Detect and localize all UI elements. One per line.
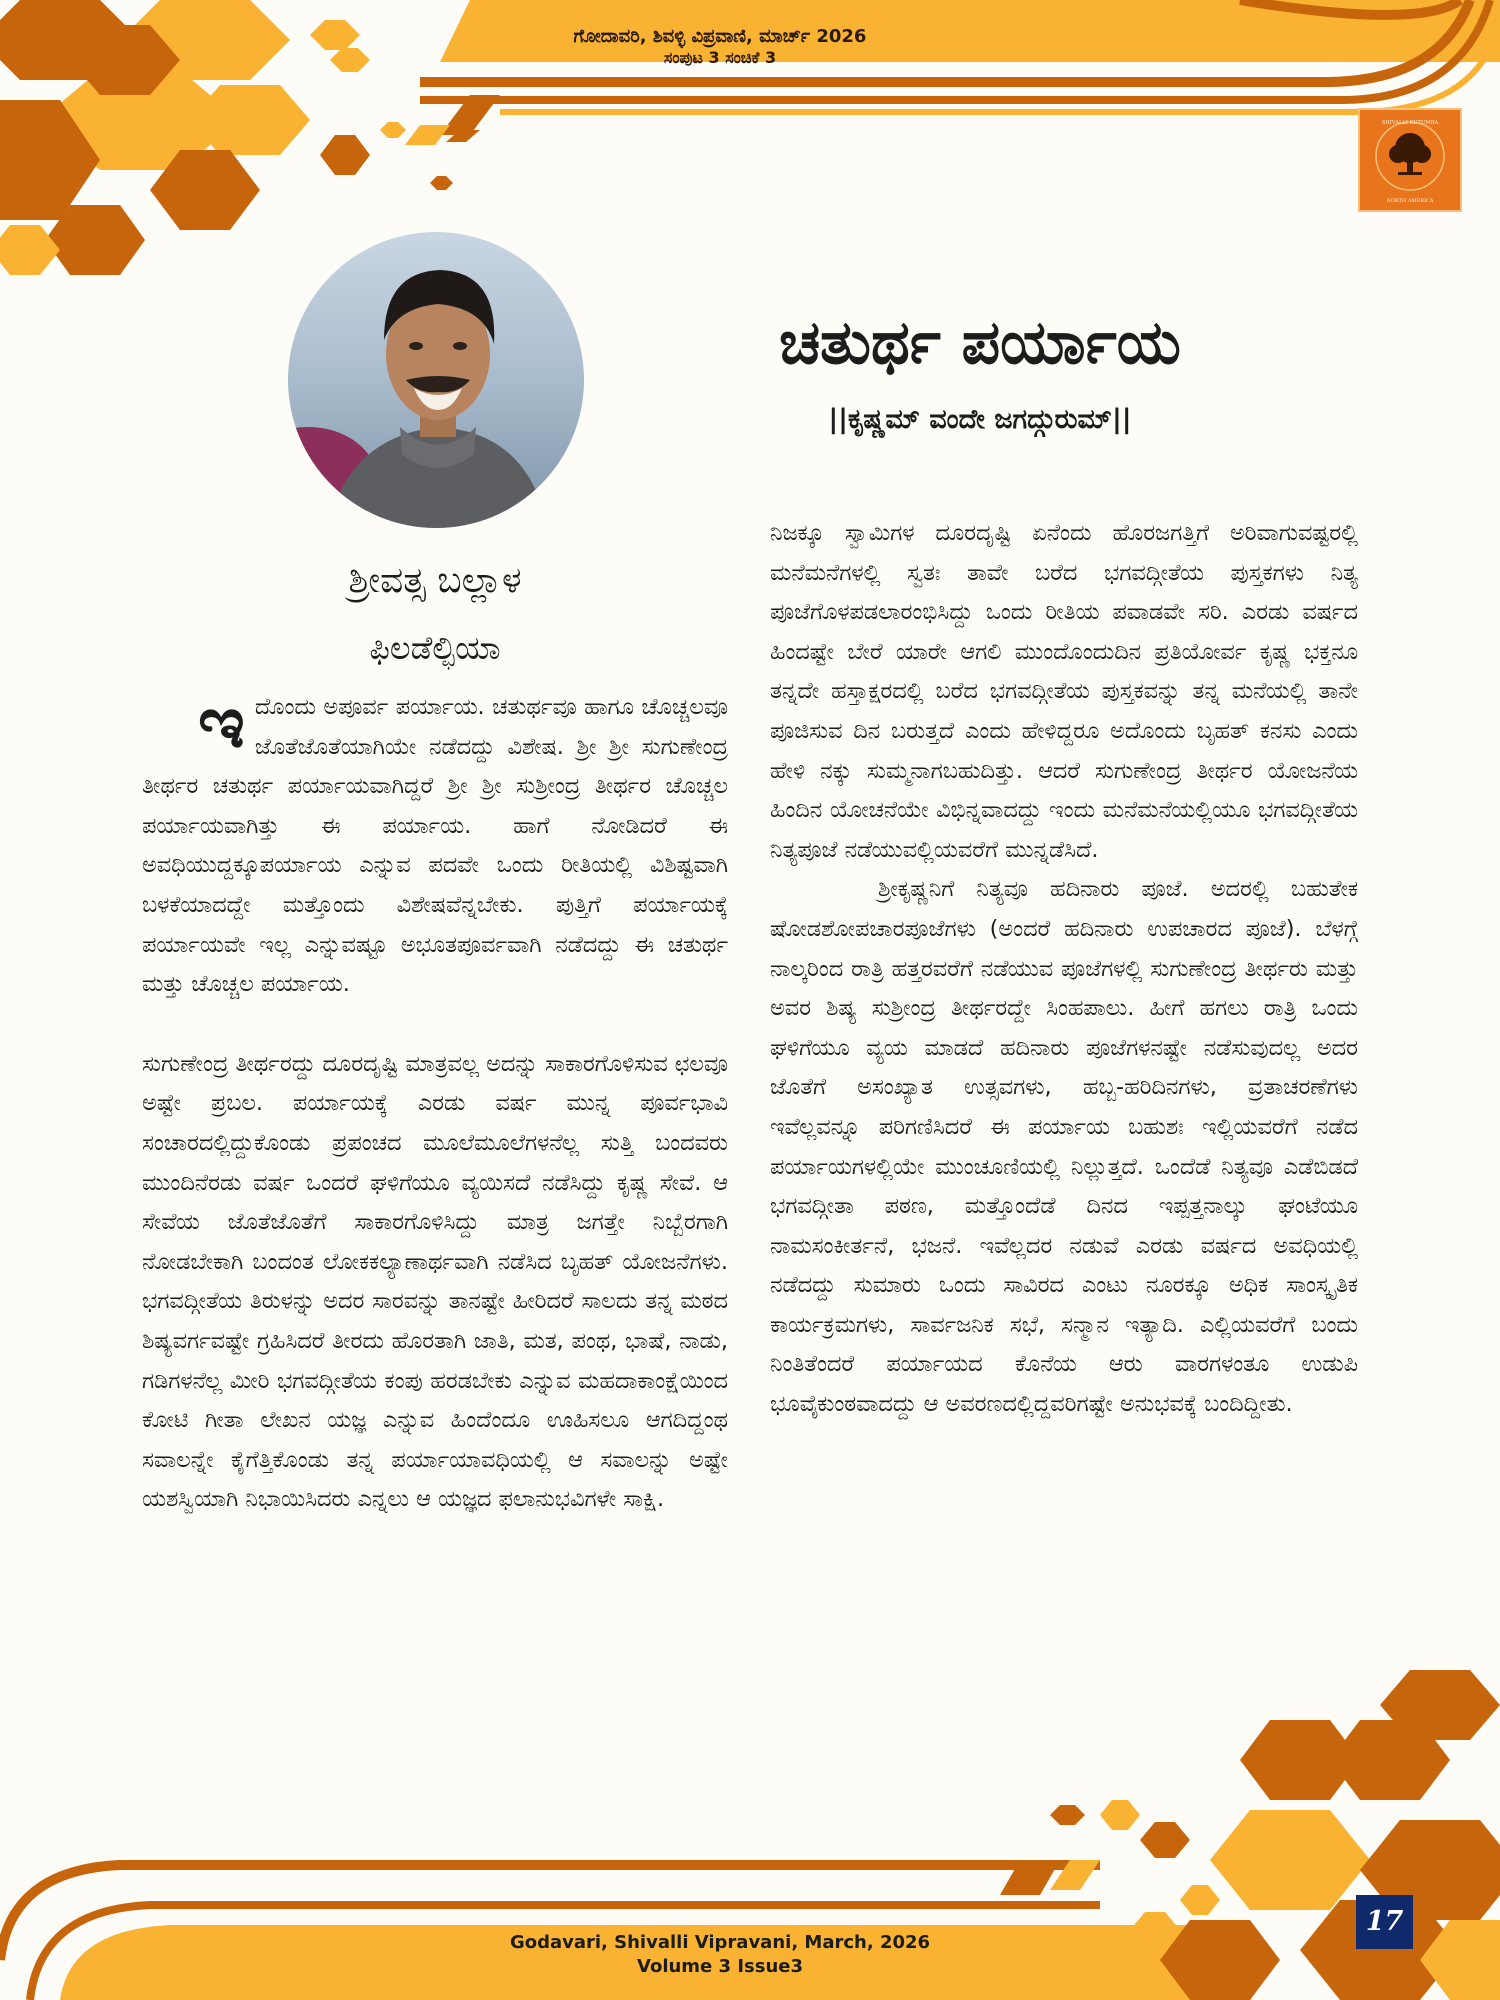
author-city: ಫಿಲಡೆಲ್ಫಿಯಾ <box>369 629 501 667</box>
paragraph: ಶ್ರೀಕೃಷ್ಣನಿಗೆ ನಿತ್ಯವೂ ಹದಿನಾರು ಪೂಜೆ. ಅದರಲ್ಲಿ ಬಹುತೇಕ ಷೋಡಶೋಪಚಾರಪೂಜೆಗಳು (ಅಂದರೆ ಹದಿನಾರು ಉಪಚಾರದ ಪೂಜೆ). ಬೆಳಗ್ಗೆ ನಾಲ್ಕರಿಂದ ರಾತ್ರಿ ಹತ್ತರವರೆಗೆ ನಡೆಯುವ ಪೂಜೆಗಳಲ್ಲಿ ಸುಗುಣೇಂದ್ರ ತೀರ್ಥರು ಮತ್ತು ಅವರ ಶಿಷ್ಯ ಸುಶ್ರೀಂದ್ರ ತೀರ್ಥರದ್ದೇ ಸಿಂಹಪಾಲು. ಹೀಗೆ ಹಗಲು ರಾತ್ರಿ ಒಂದು ಘಳಿಗೆಯೂ ವ್ಯಯ ಮಾಡದೆ ಹದಿನಾರು ಪೂಜೆಗಳನಷ್ಟೇ ನಡೆಸುವುದಲ್ಲ ಅದರ ಜೊತೆಗೆ ಅಸಂಖ್ಯಾತ ಉತ್ಸವಗಳು, ಹಬ್ಬ-ಹರಿದಿನಗಳು, ವ್ರತಾಚರಣೆಗಳು ಇವೆಲ್ಲವನ್ನೂ ಪರಿಗಣಿಸಿದರೆ ಈ ಪರ್ಯಾಯ ಬಹುಶಃ ಇಲ್ಲಿಯವರೆಗೆ ನಡೆದ ಪರ್ಯಾಯಗಳಲ್ಲಿಯೇ ಮುಂಚೂಣಿಯಲ್ಲಿ ನಿಲ್ಲುತ್ತದೆ. ಒಂದೆಡೆ ನಿತ್ಯವೂ ಎಡೆಬಿಡದೆ ಭಗವದ್ಗೀತಾ ಪಠಣ, ಮತ್ತೊಂದೆಡೆ ದಿನದ ಇಪ್ಪತ್ತನಾಲ್ಕು ಘಂಟೆಯೂ ನಾಮಸಂಕೀರ್ತನೆ, ಭಜನೆ. ಇವೆಲ್ಲದರ ನಡುವೆ ಎರಡು ವರ್ಷದ ಅವಧಿಯಲ್ಲಿ ನಡೆದದ್ದು ಸುಮಾರು ಒಂದು ಸಾವಿರದ ಎಂಟು ನೂರಕ್ಕೂ ಅಧಿಕ ಸಾಂಸ್ಕೃತಿಕ ಕಾರ್ಯಕ್ರಮಗಳು, ಸಾರ್ವಜನಿಕ ಸಭೆ, ಸನ್ಮಾನ ಇತ್ಯಾದಿ. ಎಲ್ಲಿಯವರೆಗೆ ಬಂದು ನಿಂತಿತೆಂದರೆ ಪರ್ಯಾಯದ ಕೊನೆಯ ಆರು ವಾರಗಳಂತೂ ಉಡುಪಿ ಭೂವೈಕುಂಠವಾದದ್ದು ಆ ಅವರಣದಲ್ಲಿದ್ದವರಿಗಷ್ಟೇ ಅನುಭವಕ್ಕೆ ಬಂದಿದ್ದೀತು. <box>770 876 1358 1418</box>
page-number: 17 <box>1356 1895 1413 1949</box>
paragraph-text: ದೊಂದು ಅಪೂರ್ವ ಪರ್ಯಾಯ. ಚತುರ್ಥವೂ ಹಾಗೂ ಚೊಚ್ಚಲವೂ ಜೊತೆಜೊತೆಯಾಗಿಯೇ ನಡೆದದ್ದು ವಿಶೇಷ. ಶ್ರೀ ಶ್ರೀ ಸುಗುಣೇಂದ್ರ ತೀರ್ಥರ ಚತುರ್ಥ ಪರ್ಯಾಯವಾಗಿದ್ದರೆ ಶ್ರೀ ಶ್ರೀ ಸುಶ್ರೀಂದ್ರ ತೀರ್ಥರ ಚೊಚ್ಚಲ ಪರ್ಯಾಯವಾಗಿತ್ತು ಈ ಪರ್ಯಾಯ. ಹಾಗೆ ನೋಡಿದರೆ ಈ ಅವಧಿಯುದ್ದಕ್ಕೂಪರ್ಯಾಯ ಎನ್ನುವ ಪದವೇ ಒಂದು ರೀತಿಯಲ್ಲಿ ವಿಶಿಷ್ಟವಾಗಿ ಬಳಕೆಯಾದದ್ದೇ ಮತ್ತೊಂದು ವಿಶೇಷವೆನ್ನಬೇಕು. ಪುತ್ತಿಗೆ ಪರ್ಯಾಯಕ್ಕೆ ಪರ್ಯಾಯವೇ ಇಲ್ಲ ಎನ್ನುವಷ್ಟೂ ಅಭೂತಪೂರ್ವವಾಗಿ ನಡೆದದ್ದು ಈ ಚತುರ್ಥ ಮತ್ತು ಚೊಚ್ಚಲ ಪರ್ಯಾಯ. <box>142 694 728 998</box>
svg-text:SHIVALLI KUTUMBA: SHIVALLI KUTUMBA <box>1381 120 1439 126</box>
paragraph: ನಿಜಕ್ಕೂ ಸ್ವಾಮಿಗಳ ದೂರದೃಷ್ಟಿ ಏನೆಂದು ಹೊರಜಗತ್ತಿಗೆ ಅರಿವಾಗುವಷ್ಟರಲ್ಲಿ ಮನೆಮನೆಗಳಲ್ಲಿ ಸ್ವತಃ ತಾವೇ ಬರೆದ ಭಗವದ್ಗೀತೆಯ ಪುಸ್ತಕಗಳು ನಿತ್ಯ ಪೂಜೆಗೊಳಪಡಲಾರಂಭಿಸಿದ್ದು ಒಂದು ರೀತಿಯ ಪವಾಡವೇ ಸರಿ. ಎರಡು ವರ್ಷದ ಹಿಂದಷ್ಟೇ ಬೇರೆ ಯಾರೇ ಆಗಲಿ ಮುಂದೊಂದುದಿನ ಪ್ರತಿಯೋರ್ವ ಕೃಷ್ಣ ಭಕ್ತನೂ ತನ್ನದೇ ಹಸ್ತಾಕ್ಷರದಲ್ಲಿ ಬರೆದ ಭಗವದ್ಗೀತೆಯ ಪುಸ್ತಕವನ್ನು ತನ್ನ ಮನೆಯಲ್ಲಿ ತಾನೇ ಪೂಜಿಸುವ ದಿನ ಬರುತ್ತದೆ ಎಂದು ಹೇಳಿದ್ದರೂ ಅದೊಂದು ಬೃಹತ್ ಕನಸು ಎಂದು ಹೇಳಿ ನಕ್ಕು ಸುಮ್ಮನಾಗಬಹುದಿತ್ತು. ಆದರೆ ಸುಗುಣೇಂದ್ರ ತೀರ್ಥರ ಯೋಜನೆಯ ಹಿಂದಿನ ಯೋಚನೆಯೇ ವಿಭಿನ್ನವಾದದ್ದು ಇಂದು ಮನೆಮನೆಯಲ್ಲಿಯೂ ಭಗವದ್ಗೀತೆಯ ನಿತ್ಯಪೂಜೆ ನಡೆಯುವಲ್ಲಿಯವರೆಗೆ ಮುನ್ನಡೆಸಿದೆ. <box>770 520 1358 863</box>
top-left-hexagons <box>0 0 453 275</box>
shivalli-kutumba-logo <box>1358 108 1462 212</box>
header <box>400 26 1040 68</box>
tree-icon <box>1389 133 1431 175</box>
drop-cap: ಇ <box>198 680 245 764</box>
article-subtitle: ||ಕೃಷ್ಣಮ್ ವಂದೇ ಜಗದ್ಗುರುಮ್|| <box>828 404 1132 435</box>
author-photo <box>288 232 584 528</box>
paragraph <box>142 680 728 1005</box>
svg-text:NORTH AMERICA: NORTH AMERICA <box>1386 198 1434 204</box>
header-publication-date: ಗೋದಾವರಿ, ಶಿವಳ್ಳಿ ವಿಪ್ರವಾಣಿ, ಮಾರ್ಚ್ 2026 <box>573 26 867 47</box>
top-swooshes <box>405 0 1500 145</box>
author-name: ಶ್ರೀವತ್ಸ ಬಲ್ಲಾಳ <box>348 560 522 601</box>
article-title: ಚತುರ್ಥ ಪರ್ಯಾಯ <box>779 308 1181 378</box>
footer-publication-date: Godavari, Shivalli Vipravani, March, 2026 <box>509 1932 931 1953</box>
article-column-left <box>142 680 728 1520</box>
footer <box>400 1931 1040 1979</box>
paragraph: ಸುಗುಣೇಂದ್ರ ತೀರ್ಥರದ್ದು ದೂರದೃಷ್ಟಿ ಮಾತ್ರವಲ್ಲ ಅದನ್ನು ಸಾಕಾರಗೊಳಿಸುವ ಛಲವೂ ಅಷ್ಟೇ ಪ್ರಬಲ. ಪರ್ಯಾಯಕ್ಕೆ ಎರಡು ವರ್ಷ ಮುನ್ನ ಪೂರ್ವಭಾವಿ ಸಂಚಾರದಲ್ಲಿದ್ದುಕೊಂಡು ಪ್ರಪಂಚದ ಮೂಲೆಮೂಲೆಗಳನೆಲ್ಲ ಸುತ್ತಿ ಬಂದವರು ಮುಂದಿನೆರಡು ವರ್ಷ ಒಂದರೆ ಘಳಿಗೆಯೂ ವ್ಯಯಿಸದೆ ನಡೆಸಿದ್ದು ಕೃಷ್ಣ ಸೇವೆ. ಆ ಸೇವೆಯ ಜೊತೆಜೊತೆಗೆ ಸಾಕಾರಗೊಳಿಸಿದ್ದು ಮಾತ್ರ ಜಗತ್ತೇ ನಿಬ್ಬೆರಗಾಗಿ ನೋಡಬೇಕಾಗಿ ಬಂದಂತ ಲೋಕಕಲ್ಯಾಣಾರ್ಥವಾಗಿ ನಡೆಸಿದ ಬೃಹತ್ ಯೋಜನೆಗಳು. ಭಗವದ್ಗೀತೆಯ ತಿರುಳನ್ನು ಅದರ ಸಾರವನ್ನು ತಾನಷ್ಟೇ ಹೀರಿದರೆ ಸಾಲದು ತನ್ನ ಮಠದ ಶಿಷ್ಯವರ್ಗವಷ್ಟೇ ಗ್ರಹಿಸಿದರೆ ತೀರದು ಹೊರತಾಗಿ ಜಾತಿ, ಮತ, ಪಂಥ, ಭಾಷೆ, ನಾಡು, ಗಡಿಗಳನೆಲ್ಲ ಮೀರಿ ಭಗವದ್ಗೀತೆಯ ಕಂಪು ಹರಡಬೇಕು ಎನ್ನುವ ಮಹದಾಕಾಂಕ್ಷೆಯಿಂದ ಕೋಟಿ ಗೀತಾ ಲೇಖನ ಯಜ್ಞ ಎನ್ನುವ ಹಿಂದೆಂದೂ ಊಹಿಸಲೂ ಆಗದಿದ್ದಂಥ ಸವಾಲನ್ನೇ ಕೈಗೆತ್ತಿಕೊಂಡು ತನ್ನ ಪರ್ಯಾಯಾವಧಿಯಲ್ಲಿ ಆ ಸವಾಲನ್ನು ಅಷ್ಟೇ ಯಶಸ್ವಿಯಾಗಿ ನಿಭಾಯಿಸಿದರು ಎನ್ನಲು ಆ ಯಜ್ಞದ ಫಲಾನುಭವಿಗಳೇ ಸಾಕ್ಷಿ. <box>142 1050 728 1513</box>
article-column-right <box>770 514 1358 1425</box>
header-volume-issue: ಸಂಪುಟ 3 ಸಂಚಿಕೆ 3 <box>663 48 777 67</box>
footer-volume-issue: Volume 3 Issue3 <box>637 1956 803 1977</box>
bottom-swooshes <box>0 1860 1200 2000</box>
